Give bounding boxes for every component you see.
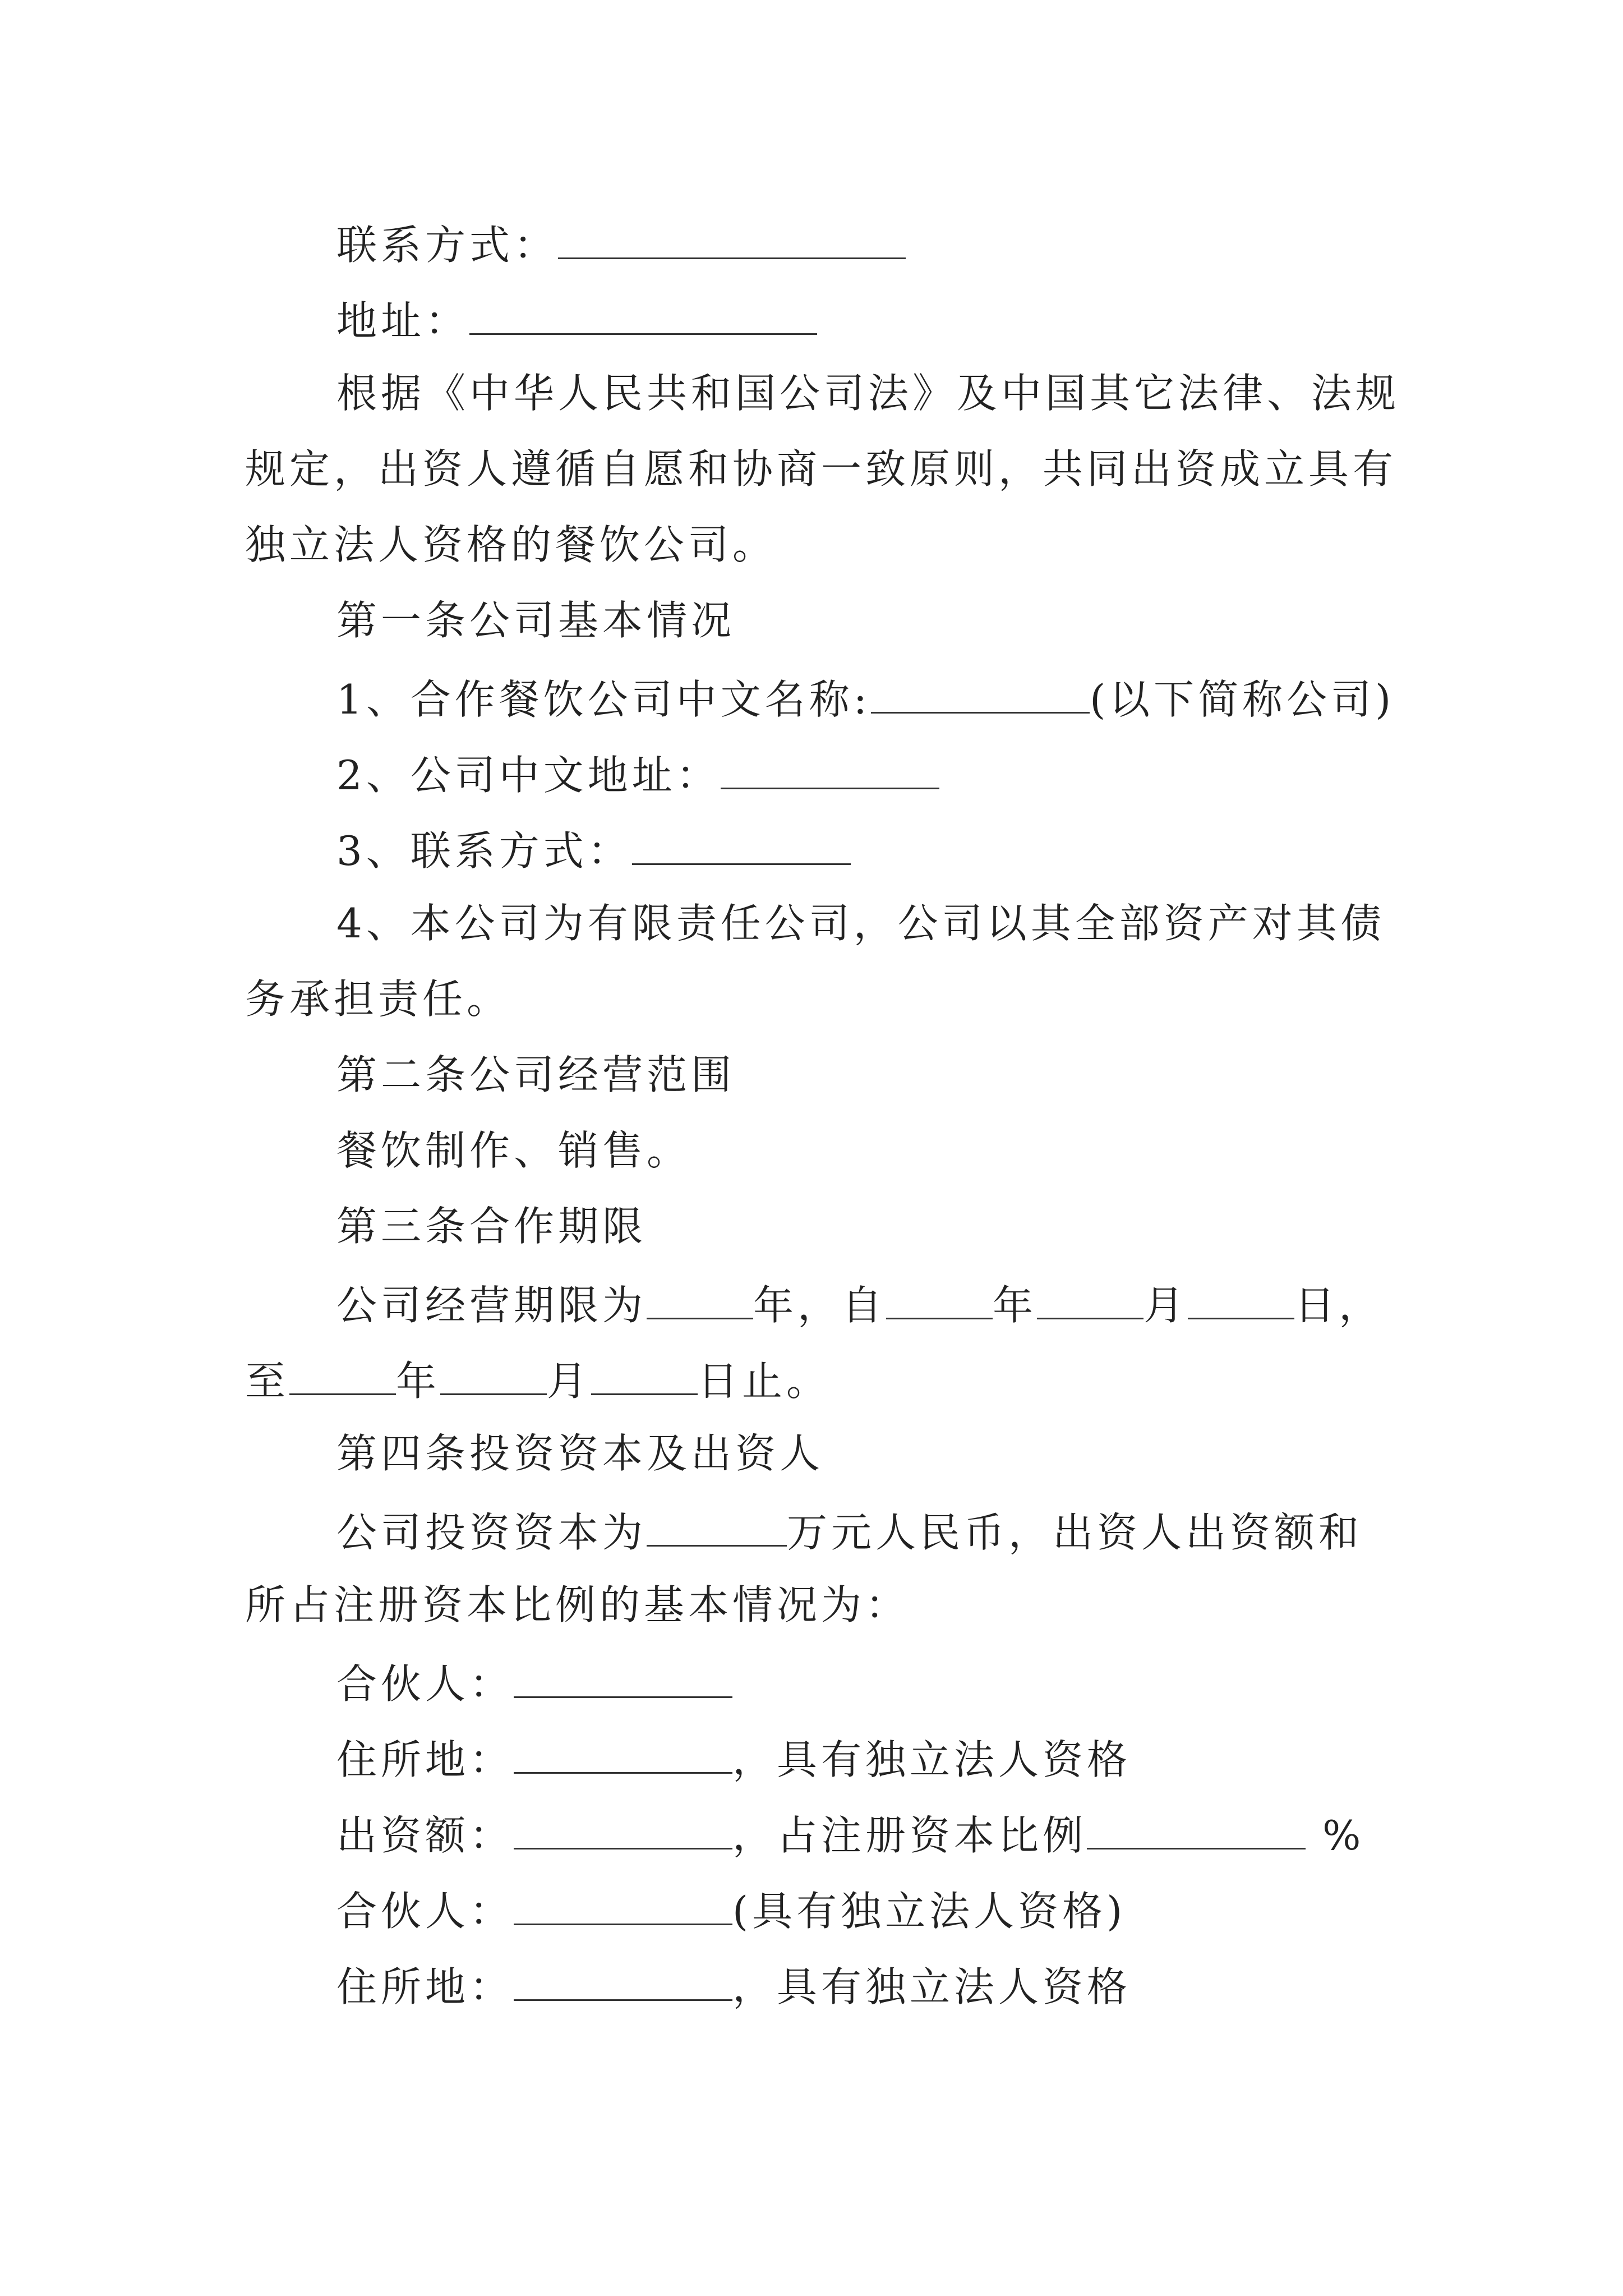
term-label: 公司经营期限为	[336, 1282, 647, 1329]
term-text: 年，自	[753, 1282, 887, 1329]
partner-blank[interactable]	[514, 1660, 732, 1698]
start-year-blank[interactable]	[886, 1282, 993, 1319]
paragraph-line	[245, 976, 1389, 1029]
company-address-line	[336, 752, 1391, 802]
section-heading-text: 第一条公司基本情况	[336, 597, 736, 644]
section-heading	[336, 1203, 1391, 1257]
paragraph-text: 餐饮制作、销售。	[336, 1127, 691, 1174]
paragraph-line	[336, 370, 1400, 424]
paragraph-line	[336, 900, 1391, 954]
contact-line	[336, 222, 1391, 272]
company-name-note: (以下简称公司)	[1090, 676, 1395, 723]
end-day-blank[interactable]	[591, 1358, 698, 1395]
term-line	[336, 1282, 1391, 1332]
year-text: 年	[993, 1282, 1038, 1329]
company-address-blank[interactable]	[721, 752, 939, 789]
paragraph-text: 规定，出资人遵循自愿和协商一致原则，共同出资成立具有	[245, 445, 1398, 493]
paragraph-text: 根据《中华人民共和国公司法》及中国其它法律、法规	[336, 370, 1400, 417]
contact-label: 联系方式：	[336, 222, 559, 269]
paragraph-line	[245, 521, 1389, 575]
section-heading	[336, 1051, 1391, 1105]
section-heading-text: 第三条合作期限	[336, 1203, 647, 1250]
section-heading	[336, 597, 1391, 651]
residence-line	[336, 1736, 1391, 1787]
section-heading	[336, 1430, 1391, 1484]
paragraph-text: 4、本公司为有限责任公司，公司以其全部资产对其债	[336, 900, 1385, 947]
partner-label: 合伙人：	[336, 1888, 514, 1935]
contribution-line	[336, 1812, 1391, 1862]
month-text: 月	[547, 1358, 592, 1405]
residence-note: ，具有独立法人资格	[732, 1963, 1132, 2010]
capital-text: 万元人民币，出资人出资额和	[787, 1509, 1363, 1556]
term-years-blank[interactable]	[647, 1282, 753, 1319]
residence-line	[336, 1963, 1391, 2014]
company-name-blank[interactable]	[871, 676, 1090, 714]
residence-blank[interactable]	[514, 1963, 732, 2001]
address-label: 地址：	[336, 297, 470, 344]
paragraph-text: 独立法人资格的餐饮公司。	[245, 521, 777, 568]
partner-label: 合伙人：	[336, 1660, 514, 1708]
year-text: 年	[396, 1358, 441, 1405]
paragraph-line	[245, 1581, 1389, 1635]
section-heading-text: 第二条公司经营范围	[336, 1051, 736, 1098]
contribution-blank[interactable]	[514, 1812, 732, 1849]
partner-note: (具有独立法人资格)	[732, 1888, 1127, 1935]
day-end-text: 日止。	[698, 1358, 831, 1405]
company-name-line	[336, 676, 1395, 726]
residence-blank[interactable]	[514, 1736, 732, 1774]
start-day-blank[interactable]	[1188, 1282, 1294, 1319]
paragraph-line	[245, 445, 1398, 499]
capital-label: 公司投资资本为	[336, 1509, 647, 1556]
residence-label: 住所地：	[336, 1736, 514, 1783]
company-contact-blank[interactable]	[632, 827, 851, 865]
contact-blank[interactable]	[558, 222, 906, 259]
company-contact-label: 3、联系方式：	[336, 827, 632, 875]
address-line	[336, 297, 1391, 348]
capital-line	[336, 1509, 1391, 1559]
partner-line	[336, 1888, 1391, 1938]
day-text: 日，	[1294, 1282, 1384, 1329]
contribution-label: 出资额：	[336, 1812, 514, 1859]
address-blank[interactable]	[469, 297, 817, 335]
end-year-blank[interactable]	[289, 1358, 396, 1395]
ratio-blank[interactable]	[1087, 1812, 1306, 1849]
capital-amount-blank[interactable]	[647, 1509, 787, 1547]
to-text: 至	[245, 1358, 290, 1405]
ratio-label: ，占注册资本比例	[732, 1812, 1087, 1859]
paragraph-text: 所占注册资本比例的基本情况为：	[245, 1581, 910, 1628]
term-end-line	[245, 1358, 1389, 1408]
month-text: 月	[1144, 1282, 1188, 1329]
paragraph-text: 务承担责任。	[245, 976, 511, 1023]
paragraph-line	[336, 1127, 1391, 1181]
percent-sign: %	[1322, 1812, 1365, 1859]
residence-label: 住所地：	[336, 1963, 514, 2010]
partner-line	[336, 1660, 1391, 1711]
company-contact-line	[336, 827, 1391, 878]
company-address-label: 2、公司中文地址：	[336, 752, 721, 799]
section-heading-text: 第四条投资资本及出资人	[336, 1430, 824, 1477]
company-name-label: 1、合作餐饮公司中文名称:	[336, 676, 872, 723]
residence-note: ，具有独立法人资格	[732, 1736, 1132, 1783]
end-month-blank[interactable]	[440, 1358, 547, 1395]
start-month-blank[interactable]	[1037, 1282, 1144, 1319]
partner-blank[interactable]	[514, 1888, 732, 1925]
